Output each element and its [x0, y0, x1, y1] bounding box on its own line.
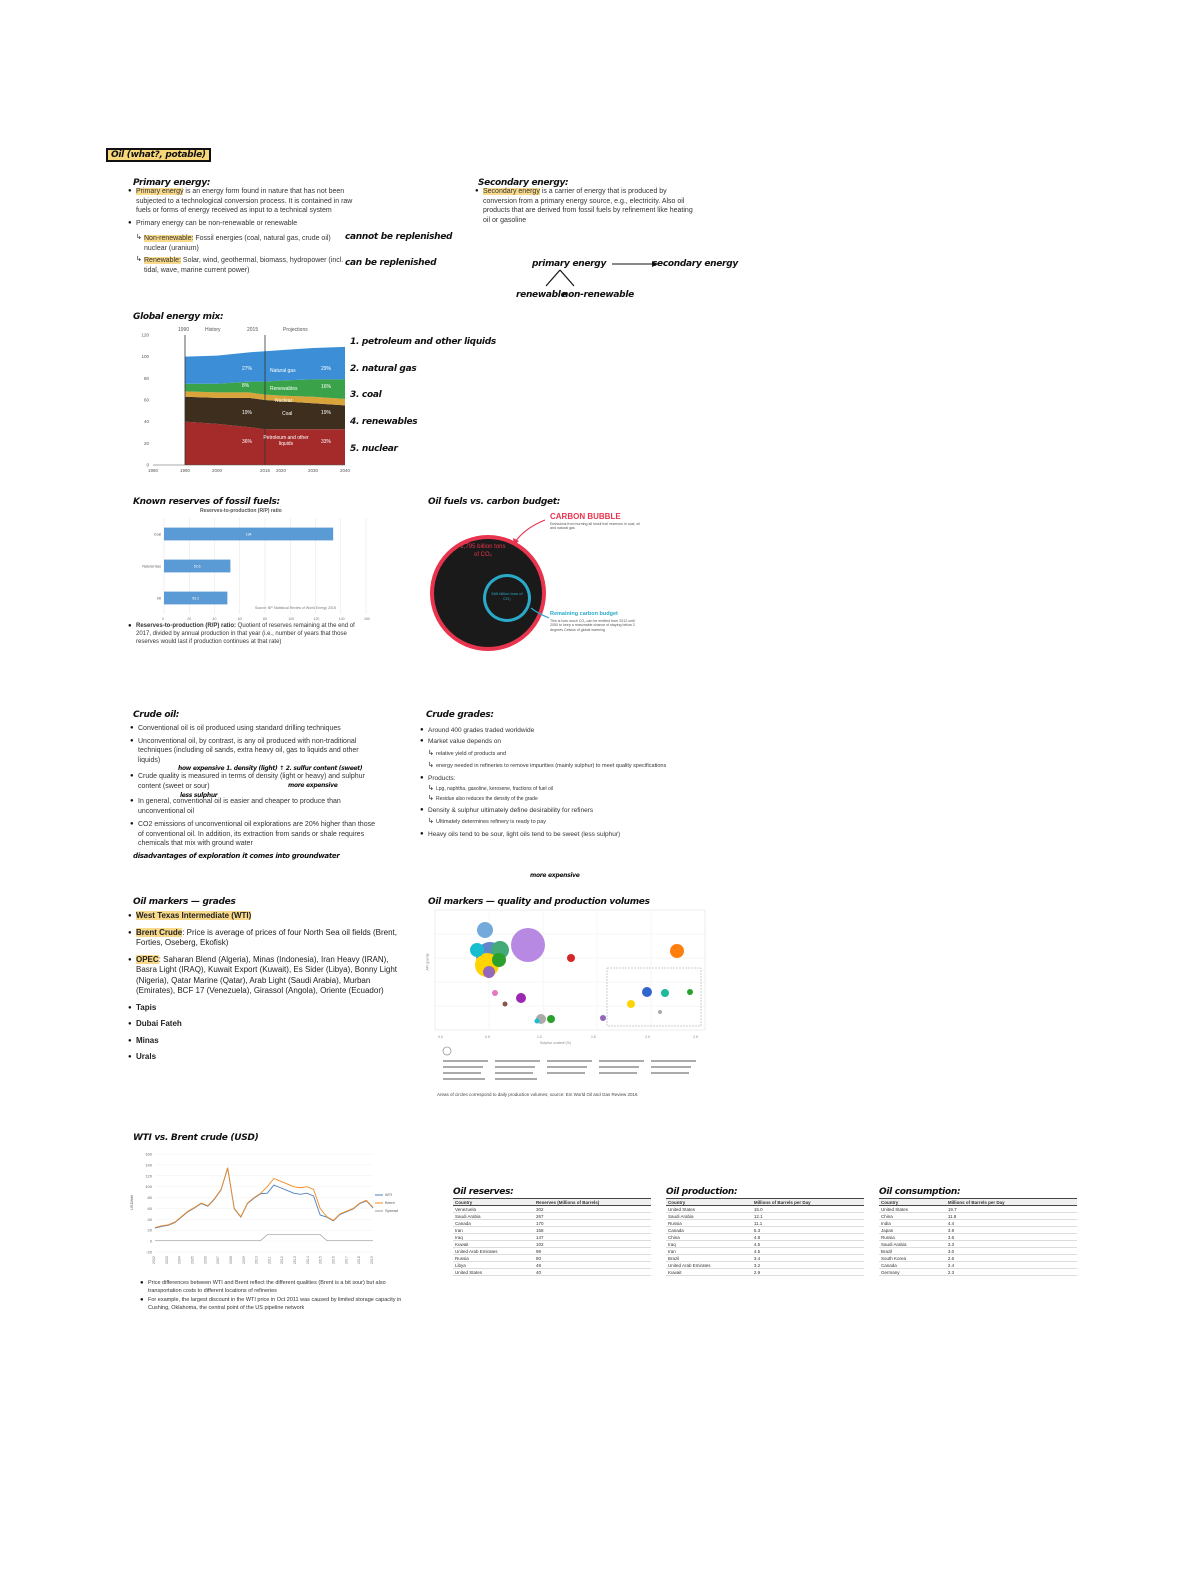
table-cell-value: 3.6	[946, 1234, 1077, 1241]
production-col-value: Millions of Barrels per Day	[752, 1199, 864, 1206]
primary-heading: Primary energy:	[133, 178, 211, 188]
mix-xtick: 2000	[212, 468, 223, 473]
table-row	[666, 1269, 864, 1276]
consumption-col-value: Millions of Barrels per Day	[946, 1199, 1077, 1206]
table-cell-country: Japan	[879, 1227, 946, 1234]
wti-xtick: 2016	[331, 1256, 336, 1264]
scatter-heading: Oil markers — quality and production volumes	[428, 897, 650, 907]
wti-xtick: 2015	[318, 1256, 323, 1264]
mix-xtick: 1980	[148, 468, 159, 473]
table-row	[453, 1206, 651, 1213]
wti-ytick: 140	[145, 1162, 152, 1168]
grades-heading: Crude grades:	[426, 710, 494, 720]
quality-bubble-chart	[425, 908, 710, 1098]
table-row	[879, 1206, 1077, 1213]
wti-xtick: 2014	[305, 1256, 310, 1264]
scatter-xlabel: Sulphur content (%)	[540, 1041, 571, 1045]
table-cell-value: 40	[534, 1269, 651, 1276]
crude-note-3: less sulphur	[180, 792, 218, 799]
marker-item-opec: ● OPEC: Saharan Blend (Algeria), Minas (Indonesia), Iran Heavy (IRAN), Basra Light (IRAQ), Kuwait Export (Kuwait), Es Sider (Libya), Bonny Light (Nigeria), Qatar Marine (Qatar), Arab Light (Saudi Arabia), Murban (Emirates), BCF 17 (Venezuela), Girassol (Angola), Oriente (Ecuador)	[128, 955, 403, 997]
wti-legend-wti: WTI	[385, 1192, 393, 1197]
table-row	[453, 1213, 651, 1220]
reserves-table	[453, 1198, 651, 1276]
grades-notes: ● Around 400 grades traded worldwide ● Market value depends on ↳ relative yield of products and ↳ energy needed in refineries to remove impurities (mainly sulphur) to meet quality specifications ● Products: ↳ Lpg, naphtha, gasoline, kerosene, fractions of fuel oil ↳ Residue also reduces the density of the grade ● Density & sulphur ultimately define desirability for refiners ↳ Ultimately determines refinery is ready to pay ● Heavy oils tend to be sour, light oils tend to be sweet (less sulphur)	[420, 726, 670, 839]
rp-chart	[140, 506, 370, 626]
svg-text:1.5: 1.5	[591, 1035, 596, 1039]
table-cell-value: 4.5	[752, 1248, 864, 1255]
rp-category-label: Natural Gas	[142, 564, 161, 569]
rp-xtick: 140	[338, 617, 345, 621]
table-cell-country: Russia	[666, 1220, 752, 1227]
mix-pct-label: 8%	[242, 383, 250, 389]
bubble-small-value: 565 billion tons of CO₂	[491, 591, 523, 601]
carbon-bubble	[425, 508, 665, 658]
table-cell-country: Brazil	[666, 1255, 752, 1262]
wti-brent-svg	[133, 1148, 418, 1278]
table-cell-country: United States	[879, 1206, 946, 1213]
table-cell-value: 302	[534, 1206, 651, 1213]
rp-xtick: 60	[237, 617, 242, 621]
table-cell-value: 12.1	[752, 1213, 864, 1220]
mix-pct-label: 19%	[321, 410, 332, 416]
quality-bubble-svg	[425, 908, 710, 1098]
mix-note-3: 3. coal	[350, 390, 382, 400]
budget-desc: This is how much CO₂ can be emitted from 2012 until 2050 to keep a reasonable chance of staying below 2 degrees Celsius of global warming	[550, 619, 635, 632]
table-row	[453, 1262, 651, 1269]
table-cell-value: 147	[534, 1234, 651, 1241]
mix-pct-label: 27%	[242, 366, 253, 372]
note-renewable: can be replenished	[345, 258, 437, 268]
table-row	[666, 1248, 864, 1255]
table-cell-value: 15.0	[752, 1206, 864, 1213]
table-cell-country: Kuwait	[666, 1269, 752, 1276]
production-heading: Oil production:	[666, 1187, 738, 1197]
wti-xtick: 2010	[254, 1256, 259, 1264]
table-cell-value: 80	[534, 1255, 651, 1262]
table-row	[879, 1262, 1077, 1269]
table-cell-value: 4.8	[752, 1234, 864, 1241]
wti-legend-brent: Brent	[385, 1200, 395, 1205]
wti-xtick: 2017	[344, 1256, 349, 1264]
mix-pct-label: 7%	[169, 391, 177, 397]
mix-note-1: 1. petroleum and other liquids	[350, 337, 496, 347]
table-row	[666, 1227, 864, 1234]
diagram-non-renewable: non-renewable	[562, 290, 634, 300]
wti-xtick: 2002	[152, 1256, 156, 1264]
mix-ytick: 100	[141, 354, 149, 360]
table-row	[879, 1248, 1077, 1255]
table-cell-value: 4.4	[946, 1220, 1077, 1227]
table-cell-value: 102	[534, 1241, 651, 1248]
secondary-notes: ● Secondary energy is a carrier of energy that is produced by conversion from a primary energy source, e.g., electricity. Also oil products that are derived from fossil fuels by refinement like heating oil or gasoline	[475, 187, 700, 225]
table-cell-value: 11.8	[946, 1213, 1077, 1220]
table-cell-value: 4.5	[752, 1241, 864, 1248]
mix-pct-label: 36%	[242, 439, 253, 445]
wti-xtick: 2006	[203, 1256, 208, 1264]
production-col-country: Country	[666, 1199, 752, 1206]
mix-year-2015: 2015	[247, 327, 259, 333]
table-cell-country: India	[879, 1220, 946, 1227]
table-cell-country: United States	[453, 1269, 534, 1276]
table-row	[666, 1255, 864, 1262]
table-cell-value: 267	[534, 1213, 651, 1220]
table-row	[666, 1220, 864, 1227]
svg-text:1.0: 1.0	[537, 1035, 542, 1039]
table-row	[666, 1213, 864, 1220]
table-cell-country: Germany	[879, 1269, 946, 1276]
table-row	[453, 1234, 651, 1241]
mix-ytick: 20	[143, 440, 149, 446]
table-cell-country: Iraq	[666, 1241, 752, 1248]
table-cell-country: Canada	[453, 1220, 534, 1227]
table-cell-country: United States	[666, 1206, 752, 1213]
mix-xtick: 2030	[308, 468, 319, 473]
energy-mix-chart	[125, 325, 350, 475]
svg-text:2.0: 2.0	[645, 1035, 650, 1039]
consumption-table	[879, 1198, 1077, 1276]
table-cell-value: 3.0	[946, 1248, 1077, 1255]
mix-ytick: 0	[146, 462, 149, 468]
table-row	[879, 1269, 1077, 1276]
mix-legend-history: History	[205, 327, 221, 333]
table-cell-value: 98	[534, 1248, 651, 1255]
wti-ytick: 20	[147, 1227, 152, 1233]
table-row	[666, 1241, 864, 1248]
table-cell-country: Canada	[879, 1262, 946, 1269]
rp-xtick: 80	[263, 617, 267, 621]
table-cell-country: Libya	[453, 1262, 534, 1269]
wti-xtick: 2012	[280, 1256, 285, 1264]
rp-xtick: 100	[288, 617, 295, 621]
mix-xtick: 1990	[180, 468, 191, 473]
bubble-desc: Emissions from burning all fossil fuel reserves in coal, oil and natural gas	[550, 522, 640, 531]
wti-xtick: 2018	[357, 1256, 362, 1264]
rp-value-label: 50.2	[192, 596, 200, 601]
mix-pct-label: 16%	[321, 384, 332, 390]
wti-ytick: 0	[149, 1238, 152, 1244]
production-table	[666, 1198, 864, 1276]
table-row	[666, 1262, 864, 1269]
rp-chart-title: Reserves-to-production (R/P) ratio	[200, 508, 282, 514]
table-cell-country: China	[879, 1213, 946, 1220]
table-cell-value: 19.7	[946, 1206, 1077, 1213]
spread-line	[155, 1235, 373, 1241]
table-row	[879, 1227, 1077, 1234]
rp-definition: ● Reserves-to-production (R/P) ratio: Quotient of reserves remaining at the end of 2017, divided by annual production in that year (i.e., number of years that those reserves would last if production continues at that rate)	[128, 622, 358, 646]
table-row	[453, 1227, 651, 1234]
table-cell-country: Iran	[666, 1248, 752, 1255]
diagram-renewable: renewable	[516, 290, 567, 300]
wti-xtick: 2005	[190, 1256, 195, 1264]
diagram-secondary-energy: secondary energy	[652, 259, 738, 269]
wti-ytick: 60	[147, 1205, 152, 1211]
rp-heading: Known reserves of fossil fuels:	[133, 497, 280, 507]
svg-text:0.5: 0.5	[485, 1035, 490, 1039]
mix-label-coal: Coal	[282, 411, 293, 417]
rp-source: Source: BP Statistical Review of World Energy 2018	[255, 606, 336, 610]
mix-note-2: 2. natural gas	[350, 364, 417, 374]
mix-ytick: 120	[141, 332, 149, 338]
rp-xtick: 160	[364, 617, 370, 621]
table-cell-country: Iraq	[453, 1234, 534, 1241]
table-cell-value: 2.4	[946, 1262, 1077, 1269]
wti-ytick: 120	[145, 1173, 152, 1179]
markers-heading: Oil markers — grades	[133, 897, 236, 907]
wti-ytick: 160	[145, 1151, 152, 1157]
wti-heading: WTI vs. Brent crude (USD)	[133, 1133, 259, 1143]
bubble-title: CARBON BUBBLE	[550, 512, 621, 521]
table-cell-country: South Korea	[879, 1255, 946, 1262]
consumption-col-country: Country	[879, 1199, 946, 1206]
table-cell-country: Saudi Arabia	[666, 1213, 752, 1220]
table-row	[453, 1220, 651, 1227]
table-row	[453, 1269, 651, 1276]
table-row	[453, 1241, 651, 1248]
grades-note-1: more expensive	[530, 872, 580, 879]
table-row	[879, 1255, 1077, 1262]
consumption-heading: Oil consumption:	[879, 1187, 961, 1197]
rp-xtick: 0	[162, 617, 164, 621]
crude-notes: ● Conventional oil is oil produced using standard drilling techniques ● Unconventional oil, by contrast, is any oil produced with non-traditional techniques (including oil sands, extra heavy oil, gas to liquids and other liquids) ● Crude quality is measured in terms of density (light or heavy) and sulphur content (sweet or sour) ● In general, conventional oil is easier and cheaper to produce than unconventional oil ● CO2 emissions of unconventional oil explorations are 20% higher than those of conventional oil. In addition, its extraction from sands or shale requires chemicals that mix with ground water	[130, 724, 380, 849]
bubble-heading: Oil fuels vs. carbon budget:	[428, 497, 561, 507]
crude-note-1: how expensive 1. density (light) ↑ 2. sulfur content (sweet)	[178, 765, 363, 772]
mix-xtick: 2015	[260, 468, 271, 473]
marker-item-urals: ● Urals	[128, 1052, 403, 1063]
secondary-heading: Secondary energy:	[478, 178, 569, 188]
wti-ytick: 40	[147, 1216, 152, 1222]
mix-xtick: 2020	[276, 468, 287, 473]
mix-label-nuclear: Nuclear	[275, 398, 293, 404]
rp-xtick: 20	[187, 617, 192, 621]
table-cell-country: Iran	[453, 1227, 534, 1234]
mix-pct-label: 40%	[169, 417, 180, 423]
rp-value-label: 52.6	[193, 564, 201, 569]
table-cell-value: 158	[534, 1227, 651, 1234]
table-row	[879, 1234, 1077, 1241]
mix-ytick: 40	[143, 419, 149, 425]
wti-legend-spread: Spread	[385, 1208, 398, 1213]
wti-ytick: 80	[147, 1195, 152, 1201]
mix-legend-projections: Projections	[283, 327, 308, 333]
svg-text:0.0: 0.0	[438, 1035, 443, 1039]
marker-item-wti: ● West Texas Intermediate (WTI)	[128, 911, 403, 922]
note-non-renewable: cannot be replenished	[345, 232, 453, 242]
scatter-ylabel: API gravity	[425, 953, 430, 971]
crude-heading: Crude oil:	[133, 710, 180, 720]
diagram-primary-energy: primary energy	[532, 259, 607, 269]
primary-notes: ● Primary energy is an energy form found in nature that has not been subjected to a technological conversion process. It is contained in raw fuels or forms of energy received as input to a technical system ● Primary energy can be non-renewable or renewable ↳ Non-renewable: Fossil energies (coal, natural gas, crude oil) nuclear (uranium) ↳ Renewable: Solar, wind, geothermal, biomass, hydropower (incl. tidal, wave, marine current power)	[128, 187, 353, 275]
mix-pct-label: 29%	[321, 366, 332, 372]
wti-xtick: 2019	[370, 1256, 374, 1264]
mix-note-5: 5. nuclear	[350, 444, 398, 454]
table-cell-country: Russia	[453, 1255, 534, 1262]
table-cell-country: Canada	[666, 1227, 752, 1234]
wti-ytick: 100	[145, 1184, 152, 1190]
energy-diagram	[510, 252, 738, 302]
mix-year-1990: 1990	[178, 327, 190, 333]
table-cell-value: 2.6	[946, 1255, 1077, 1262]
table-row	[453, 1255, 651, 1262]
table-cell-value: 3.4	[752, 1255, 864, 1262]
page-title: Oil (what?, potable)	[106, 150, 211, 160]
table-cell-country: Saudi Arabia	[453, 1213, 534, 1220]
crude-note-2: more expensive	[288, 782, 338, 789]
table-cell-country: United Arab Emirates	[666, 1262, 752, 1269]
wti-ylabel: USD/bbl	[128, 1195, 134, 1210]
rp-xtick: 120	[313, 617, 320, 621]
marker-item-brent: ● Brent Crude: Price is average of prices of four North Sea oil fields (Brent, Forties, Oseberg, Ekofisk)	[128, 928, 403, 949]
table-cell-value: 3.2	[752, 1262, 864, 1269]
mix-ytick: 80	[143, 375, 149, 381]
wti-xtick: 2009	[241, 1256, 246, 1264]
markers-list	[128, 911, 403, 1069]
rp-value-label: 134	[245, 532, 252, 537]
mix-ytick: 60	[143, 397, 149, 403]
table-cell-country: Venezuela	[453, 1206, 534, 1213]
table-cell-value: 5.3	[752, 1227, 864, 1234]
mix-label-gas: Natural gas	[270, 368, 296, 374]
reserves-col-value: Reserves (Millions of Barrels)	[534, 1199, 651, 1206]
mix-pct-label: 19%	[242, 410, 253, 416]
mix-pct-label: 33%	[321, 439, 332, 445]
rp-category-label: Coal	[153, 532, 161, 537]
primary-energy-term: Primary energy	[136, 188, 184, 195]
wti-brent-chart	[128, 1148, 418, 1278]
table-cell-value: 2.9	[752, 1269, 864, 1276]
wti-xtick: 2013	[293, 1256, 298, 1264]
mix-xtick: 2040	[340, 468, 350, 473]
table-cell-country: Russia	[879, 1234, 946, 1241]
marker-item-tapis: ● Tapis	[128, 1003, 403, 1014]
svg-text:2.5: 2.5	[693, 1035, 698, 1039]
wti-xtick: 2004	[177, 1256, 182, 1264]
bubble-big-value: 2,795 billion tons of CO₂	[460, 544, 506, 558]
table-cell-country: Saudi Arabia	[879, 1241, 946, 1248]
table-cell-country: Kuwait	[453, 1241, 534, 1248]
table-row	[879, 1213, 1077, 1220]
wti-line	[155, 1168, 373, 1228]
table-cell-value: 3.3	[946, 1241, 1077, 1248]
scatter-caption: Areas of circles correspond to daily production volumes; source: Eni World Oil and Gas Review 2016	[437, 1092, 638, 1097]
wti-notes: ● Price differences between WTI and Brent reflect the different qualities (Brent is a bit sour) but also transportation costs to different locations of refineries ● For example, the largest discount in the WTI price in Oct 2011 was caused by limited storage capacity in Cushing, Oklahoma, the central point of the US pipeline network	[140, 1280, 410, 1312]
table-row	[666, 1234, 864, 1241]
marker-item-dubai: ● Dubai Fateh	[128, 1019, 403, 1030]
budget-title: Remaining carbon budget	[550, 611, 618, 617]
table-row	[879, 1220, 1077, 1227]
mix-pct-label: 25%	[169, 381, 180, 387]
rp-xtick: 40	[212, 617, 217, 621]
wti-xtick: 2008	[228, 1256, 233, 1264]
table-cell-value: 11.1	[752, 1220, 864, 1227]
marker-item-minas: ● Minas	[128, 1036, 403, 1047]
table-cell-value: 48	[534, 1262, 651, 1269]
crude-note-4: disadvantages of exploration it comes into groundwater	[133, 852, 340, 860]
wti-xtick: 2011	[267, 1256, 272, 1264]
table-cell-value: 3.9	[946, 1227, 1077, 1234]
mix-label-petroleum: Petroleum and other liquids	[263, 435, 309, 447]
rp-category-label: Oil	[156, 596, 161, 601]
wti-ytick: -20	[146, 1249, 152, 1255]
table-cell-value: 170	[534, 1220, 651, 1227]
mix-note-4: 4. renewables	[350, 417, 418, 427]
table-cell-country: Brazil	[879, 1248, 946, 1255]
energy-mix-svg	[125, 325, 350, 475]
table-row	[666, 1206, 864, 1213]
table-cell-value: 2.3	[946, 1269, 1077, 1276]
mix-label-renewables: Renewables	[270, 386, 298, 392]
mix-heading: Global energy mix:	[133, 312, 224, 322]
table-row	[453, 1248, 651, 1255]
wti-xtick: 2003	[164, 1256, 169, 1264]
reserves-heading: Oil reserves:	[453, 1187, 514, 1197]
wti-xtick: 2007	[216, 1256, 221, 1264]
reserves-col-country: Country	[453, 1199, 534, 1206]
table-row	[879, 1241, 1077, 1248]
table-cell-country: United Arab Emirates	[453, 1248, 534, 1255]
table-cell-country: China	[666, 1234, 752, 1241]
